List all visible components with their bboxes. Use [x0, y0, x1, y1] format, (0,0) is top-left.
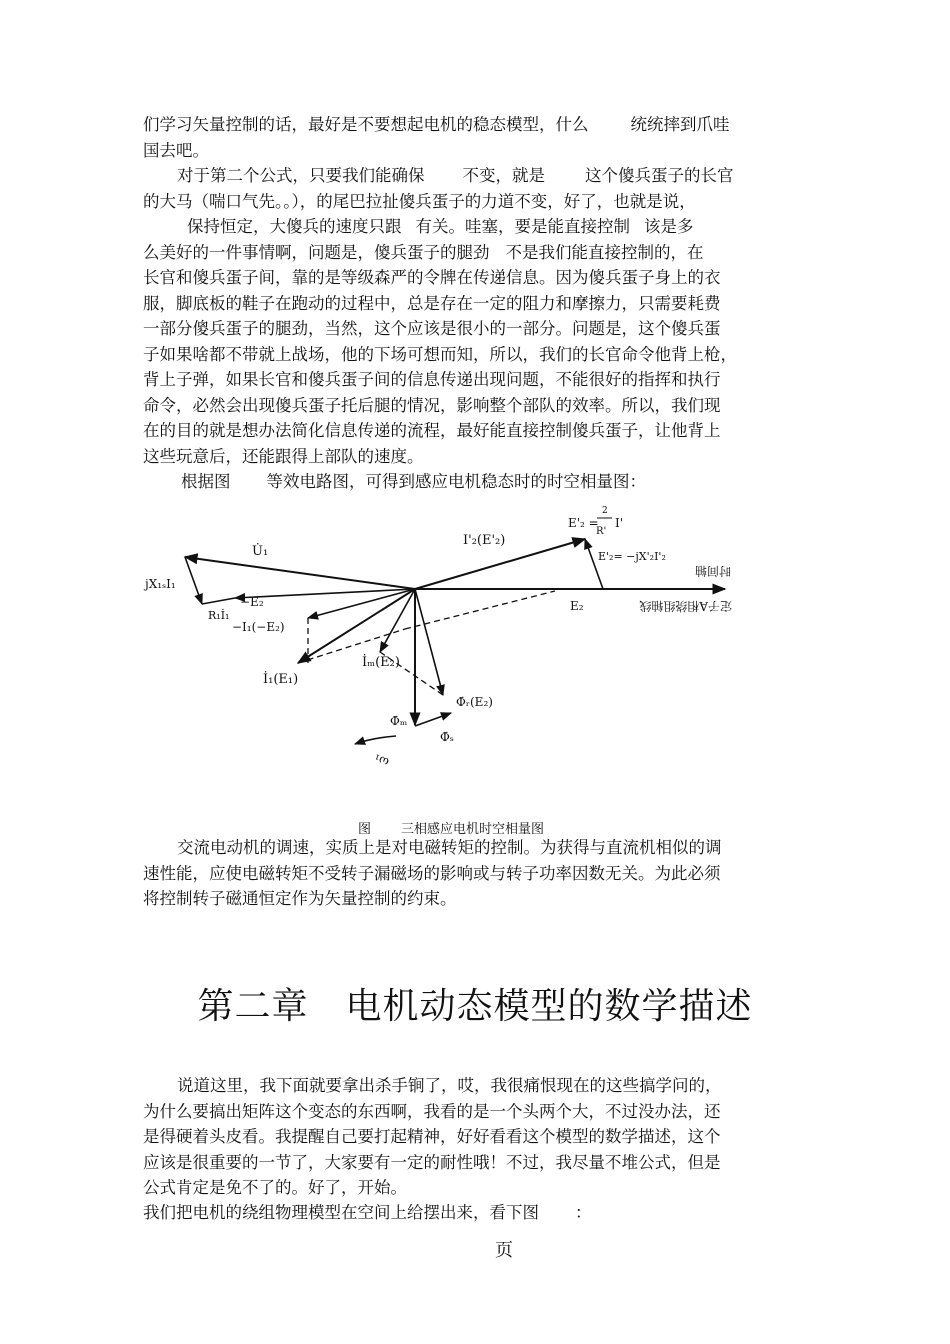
- dashed-line: [405, 591, 555, 629]
- svg-text:I': I': [615, 516, 624, 530]
- label-neg-e2: −E₂: [240, 595, 264, 609]
- label-e2: E₂: [570, 599, 584, 613]
- label-phi-s: Φ̇ₛ: [440, 730, 454, 744]
- text: 交流电动机的调速，实质上是对电磁转矩的控制。为获得与直流机相似的调: [177, 838, 722, 857]
- text: 速性能，应使电磁转矩不受转子漏磁场的影响或与转子功率因数无关。为此必须: [143, 863, 721, 883]
- text: 的大马（喘口气先。。），的尾巴拉扯傻兵蛋子的力道不变，好了，也就是说，: [143, 191, 696, 211]
- paragraph-2: [143, 163, 813, 469]
- label-i1-e1: İ₁(E₁): [263, 672, 299, 687]
- text: 在的目的就是想办法简化信息传递的流程，最好能直接控制傻兵蛋子，让他背上: [143, 421, 721, 440]
- paragraph-4: [143, 835, 813, 912]
- text: 不是我们能直接控制的，在: [505, 242, 704, 262]
- phasor-diagram: [140, 500, 820, 800]
- jx-arrow: [185, 557, 202, 604]
- text: 这个傻兵蛋子的长官: [585, 166, 734, 185]
- label-stator-axis: 定子A相绕组轴线: [639, 599, 732, 613]
- text: 将控制转子磁通恒定作为矢量控制的约束。: [143, 889, 457, 908]
- text: 为什么要搞出矩阵这个变态的东西啊，我看的是一个头两个大，不过没办法，还: [143, 1101, 721, 1121]
- paragraph-1: [143, 112, 813, 163]
- svg-text:R': R': [596, 526, 607, 537]
- page-label: 页: [495, 1240, 513, 1261]
- text: 应该是很重要的一节了，大家要有一定的耐性哦！不过，我尽量不堆公式，但是: [143, 1152, 721, 1172]
- paragraph-6: [143, 1200, 813, 1226]
- label-u1: U̇₁: [252, 544, 269, 559]
- text: ：: [575, 1203, 592, 1222]
- phi-r-arrow: [415, 589, 443, 695]
- r1-line: [202, 598, 235, 604]
- text: 对于第二个公式，只要我们能确保: [177, 166, 425, 185]
- text: 说道这里，我下面就要拿出杀手锏了，哎，我很痛恨现在的这些搞学问的，: [177, 1076, 722, 1095]
- e2-prime-arrow: [585, 539, 603, 589]
- rotation-arrow: [355, 736, 396, 744]
- text: 长官和傻兵蛋子间，靠的是等级森严的令牌在传递信息。因为傻兵蛋子身上的衣: [143, 268, 721, 287]
- u1-arrow: [185, 557, 415, 589]
- i1-arrow: [298, 589, 415, 663]
- text: 公式肯定是免不了的。好了，开始。: [143, 1178, 407, 1197]
- text: 等效电路图，可得到感应电机稳态时的时空相量图：: [266, 472, 646, 491]
- chapter-title: 第二章 电机动态模型的数学描述: [197, 986, 753, 1027]
- paragraph-3: [143, 469, 813, 495]
- text: 是得硬着头皮看。我提醒自己要打起精神，好好看看这个模型的数学描述，这个: [143, 1127, 721, 1146]
- text: 保持恒定，大傻兵的速度只跟: [187, 217, 402, 236]
- text: 服，脚底板的鞋子在跑动的过程中，总是存在一定的阻力和摩擦力，只需要耗费: [143, 293, 721, 313]
- im-arrow: [380, 589, 415, 652]
- svg-text:2: 2: [602, 506, 608, 516]
- text: 根据图: [181, 472, 231, 491]
- text: 该是多: [644, 217, 694, 236]
- text: 命令，必然会出现傻兵蛋子托后腿的情况，影响整个部队的效率。所以，我们现: [143, 395, 721, 415]
- svg-text:E'₂ =: E'₂ =: [568, 516, 599, 530]
- label-neg-i1: −I₁(−E₂): [232, 620, 285, 634]
- top-formula: [568, 506, 623, 537]
- text: 一部分傻兵蛋子的腿劲，当然，这个应该是很小的一部分。问题是，这个傻兵蛋: [143, 319, 721, 338]
- label-i2-e2: I'₂(E'₂): [463, 533, 506, 548]
- text: 国去吧。: [143, 140, 209, 160]
- label-right-eq: E'₂= −jX'₂I'₂: [598, 550, 666, 563]
- text: 统统摔到爪哇: [630, 115, 730, 134]
- label-omega: ω₁: [372, 751, 391, 770]
- phi-s-arrow: [415, 713, 451, 726]
- text: 么美好的一件事情啊，问题是，傻兵蛋子的腿劲: [143, 242, 490, 262]
- text: 子如果啥都不带就上战场，他的下场可想而知，所以，我们的长官命令他背上枪，: [143, 344, 737, 364]
- label-time-axis: 时间轴: [694, 564, 731, 578]
- text: 不变，就是: [462, 166, 545, 185]
- label-phi-m: Φ̇ₘ: [390, 714, 408, 728]
- text: 们学习矢量控制的话，最好是不要想起电机的稳态模型，什么: [143, 115, 589, 134]
- paragraph-5: [143, 1073, 813, 1201]
- figure-caption: 图 三相感应电机时空相量图: [358, 822, 545, 837]
- text: 背上子弹，如果长官和傻兵蛋子间的信息传递出现问题，不能很好的指挥和执行: [143, 370, 721, 389]
- text: 这些玩意后，还能跟得上部队的速度。: [143, 446, 424, 466]
- label-jx-i1: jX₁ₛI₁: [145, 577, 176, 591]
- label-im: İₘ(E₂): [362, 655, 400, 670]
- label-r1-i1: R₁İ₁: [208, 609, 230, 622]
- text: 有关。哇塞，要是能直接控制: [415, 217, 630, 236]
- text: 我们把电机的绕组物理模型在空间上给摆出来，看下图: [143, 1203, 539, 1222]
- label-phi-r: Φ̇ᵣ(E₂): [456, 695, 493, 709]
